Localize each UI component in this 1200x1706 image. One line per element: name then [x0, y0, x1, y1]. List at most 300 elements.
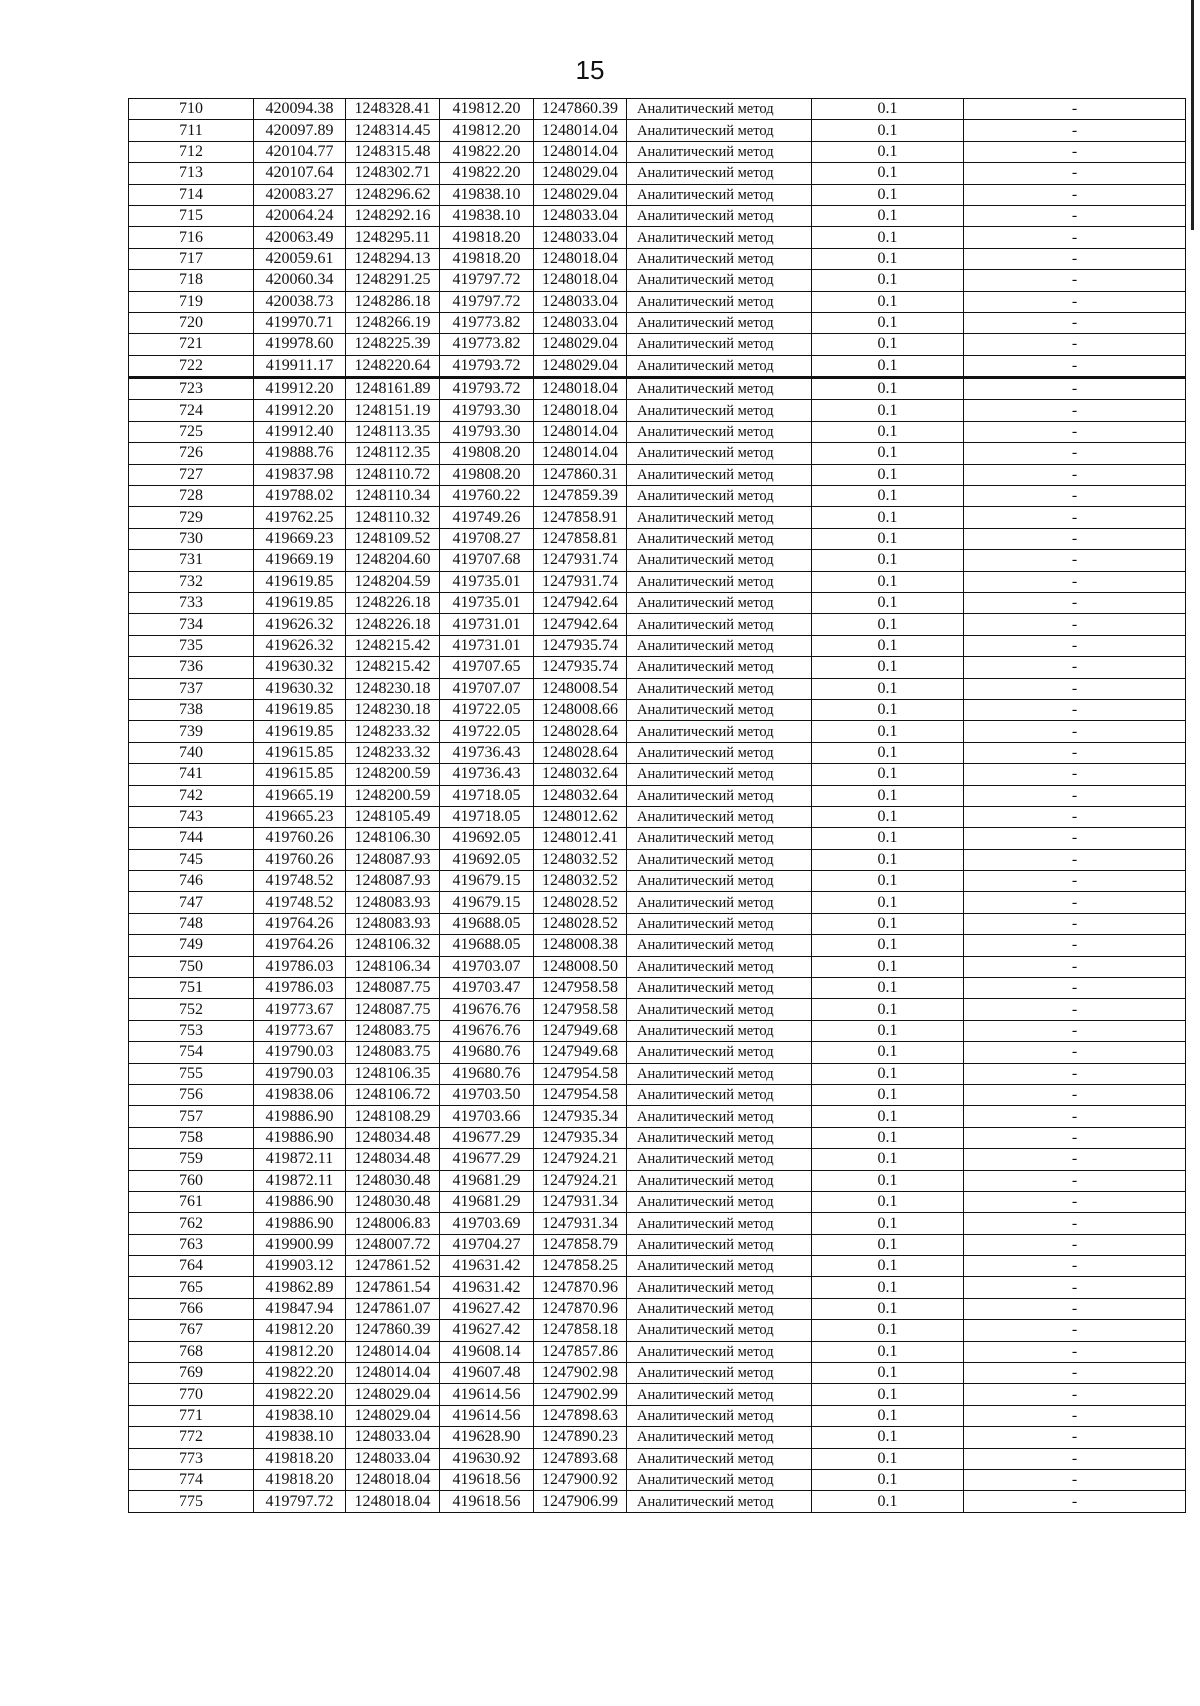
cell-note: - [964, 978, 1186, 999]
cell-x1-coordinate: 420059.61 [254, 248, 346, 269]
cell-accuracy: 0.1 [812, 528, 964, 549]
cell-note: - [964, 614, 1186, 635]
cell-x1-coordinate: 419911.17 [254, 355, 346, 377]
cell-y2-coordinate: 1247858.18 [534, 1320, 627, 1341]
cell-point-number: 734 [129, 614, 254, 635]
cell-note: - [964, 1363, 1186, 1384]
cell-accuracy: 0.1 [812, 828, 964, 849]
cell-y1-coordinate: 1248033.04 [346, 1448, 440, 1469]
cell-x2-coordinate: 419681.29 [440, 1170, 534, 1191]
cell-x1-coordinate: 419812.20 [254, 1341, 346, 1362]
table-row [129, 1084, 1186, 1105]
cell-accuracy: 0.1 [812, 1427, 964, 1448]
cell-note: - [964, 1256, 1186, 1277]
cell-y1-coordinate: 1248007.72 [346, 1234, 440, 1255]
cell-y2-coordinate: 1248014.04 [534, 421, 627, 442]
cell-method: Аналитический метод [627, 742, 812, 763]
table-row [129, 1042, 1186, 1063]
cell-point-number: 727 [129, 464, 254, 485]
cell-y1-coordinate: 1248083.75 [346, 1042, 440, 1063]
cell-accuracy: 0.1 [812, 1127, 964, 1148]
cell-accuracy: 0.1 [812, 1149, 964, 1170]
cell-y1-coordinate: 1248106.30 [346, 828, 440, 849]
cell-x2-coordinate: 419731.01 [440, 614, 534, 635]
cell-y1-coordinate: 1248314.45 [346, 120, 440, 141]
cell-y1-coordinate: 1248226.18 [346, 592, 440, 613]
cell-x1-coordinate: 419837.98 [254, 464, 346, 485]
cell-y2-coordinate: 1248029.04 [534, 355, 627, 377]
cell-y1-coordinate: 1248083.75 [346, 1020, 440, 1041]
cell-y1-coordinate: 1248006.83 [346, 1213, 440, 1234]
table-row [129, 614, 1186, 635]
cell-note: - [964, 871, 1186, 892]
cell-y2-coordinate: 1247870.96 [534, 1277, 627, 1298]
cell-accuracy: 0.1 [812, 141, 964, 162]
cell-x2-coordinate: 419680.76 [440, 1063, 534, 1084]
cell-method: Аналитический метод [627, 1256, 812, 1277]
cell-y1-coordinate: 1248087.93 [346, 849, 440, 870]
table-row [129, 849, 1186, 870]
cell-method: Аналитический метод [627, 657, 812, 678]
cell-point-number: 764 [129, 1256, 254, 1277]
cell-y2-coordinate: 1248014.04 [534, 141, 627, 162]
table-row [129, 141, 1186, 162]
cell-accuracy: 0.1 [812, 227, 964, 248]
cell-method: Аналитический метод [627, 270, 812, 291]
cell-method: Аналитический метод [627, 635, 812, 656]
cell-y1-coordinate: 1248286.18 [346, 291, 440, 312]
cell-y2-coordinate: 1248033.04 [534, 205, 627, 226]
cell-y2-coordinate: 1247890.23 [534, 1427, 627, 1448]
cell-accuracy: 0.1 [812, 1191, 964, 1212]
cell-method: Аналитический метод [627, 486, 812, 507]
cell-note: - [964, 184, 1186, 205]
cell-x1-coordinate: 420097.89 [254, 120, 346, 141]
cell-x2-coordinate: 419692.05 [440, 849, 534, 870]
cell-accuracy: 0.1 [812, 678, 964, 699]
table-row [129, 1149, 1186, 1170]
cell-method: Аналитический метод [627, 528, 812, 549]
cell-point-number: 755 [129, 1063, 254, 1084]
cell-y1-coordinate: 1248106.34 [346, 956, 440, 977]
table-row [129, 956, 1186, 977]
cell-x1-coordinate: 419978.60 [254, 334, 346, 355]
table-row [129, 678, 1186, 699]
cell-point-number: 720 [129, 312, 254, 333]
cell-x1-coordinate: 419912.40 [254, 421, 346, 442]
cell-note: - [964, 764, 1186, 785]
cell-y1-coordinate: 1248113.35 [346, 421, 440, 442]
cell-note: - [964, 1448, 1186, 1469]
table-row [129, 312, 1186, 333]
table-row [129, 550, 1186, 571]
cell-x2-coordinate: 419707.68 [440, 550, 534, 571]
cell-y2-coordinate: 1247954.58 [534, 1063, 627, 1084]
cell-y1-coordinate: 1248233.32 [346, 742, 440, 763]
cell-accuracy: 0.1 [812, 1405, 964, 1426]
cell-x1-coordinate: 419888.76 [254, 443, 346, 464]
cell-note: - [964, 528, 1186, 549]
cell-y1-coordinate: 1248087.75 [346, 978, 440, 999]
cell-method: Аналитический метод [627, 550, 812, 571]
cell-note: - [964, 699, 1186, 720]
cell-accuracy: 0.1 [812, 764, 964, 785]
cell-accuracy: 0.1 [812, 486, 964, 507]
cell-x1-coordinate: 419818.20 [254, 1448, 346, 1469]
table-row [129, 1256, 1186, 1277]
cell-method: Аналитический метод [627, 205, 812, 226]
cell-note: - [964, 935, 1186, 956]
cell-y2-coordinate: 1247958.58 [534, 978, 627, 999]
cell-point-number: 744 [129, 828, 254, 849]
cell-x2-coordinate: 419618.56 [440, 1491, 534, 1512]
cell-method: Аналитический метод [627, 785, 812, 806]
cell-method: Аналитический метод [627, 355, 812, 377]
cell-x1-coordinate: 419903.12 [254, 1256, 346, 1277]
cell-x2-coordinate: 419608.14 [440, 1341, 534, 1362]
cell-point-number: 767 [129, 1320, 254, 1341]
page-number: 15 [575, 55, 605, 85]
cell-point-number: 761 [129, 1191, 254, 1212]
cell-x2-coordinate: 419703.69 [440, 1213, 534, 1234]
table-row [129, 1127, 1186, 1148]
cell-method: Аналитический метод [627, 334, 812, 355]
cell-point-number: 749 [129, 935, 254, 956]
cell-method: Аналитический метод [627, 120, 812, 141]
cell-note: - [964, 849, 1186, 870]
cell-x1-coordinate: 419762.25 [254, 507, 346, 528]
table-row [129, 913, 1186, 934]
cell-y2-coordinate: 1248032.52 [534, 849, 627, 870]
cell-note: - [964, 1234, 1186, 1255]
table-row [129, 355, 1186, 377]
cell-accuracy: 0.1 [812, 571, 964, 592]
cell-note: - [964, 120, 1186, 141]
cell-x1-coordinate: 419886.90 [254, 1127, 346, 1148]
cell-method: Аналитический метод [627, 1063, 812, 1084]
cell-x1-coordinate: 419665.19 [254, 785, 346, 806]
cell-method: Аналитический метод [627, 1191, 812, 1212]
cell-point-number: 772 [129, 1427, 254, 1448]
cell-y2-coordinate: 1247949.68 [534, 1020, 627, 1041]
table-row [129, 1405, 1186, 1426]
cell-y2-coordinate: 1248018.04 [534, 400, 627, 421]
cell-x2-coordinate: 419736.43 [440, 764, 534, 785]
cell-x1-coordinate: 419912.20 [254, 400, 346, 421]
cell-note: - [964, 227, 1186, 248]
cell-y2-coordinate: 1248028.52 [534, 913, 627, 934]
cell-method: Аналитический метод [627, 378, 812, 400]
cell-point-number: 775 [129, 1491, 254, 1512]
cell-y1-coordinate: 1248108.29 [346, 1106, 440, 1127]
cell-x2-coordinate: 419676.76 [440, 1020, 534, 1041]
table-row [129, 871, 1186, 892]
cell-x1-coordinate: 419912.20 [254, 378, 346, 400]
table-row [129, 378, 1186, 400]
cell-y1-coordinate: 1248233.32 [346, 721, 440, 742]
cell-x2-coordinate: 419722.05 [440, 699, 534, 720]
table-row [129, 1277, 1186, 1298]
cell-point-number: 750 [129, 956, 254, 977]
table-row [129, 999, 1186, 1020]
cell-y2-coordinate: 1247898.63 [534, 1405, 627, 1426]
cell-x1-coordinate: 419886.90 [254, 1191, 346, 1212]
cell-point-number: 751 [129, 978, 254, 999]
cell-accuracy: 0.1 [812, 184, 964, 205]
cell-y2-coordinate: 1247942.64 [534, 614, 627, 635]
cell-point-number: 740 [129, 742, 254, 763]
cell-x1-coordinate: 420107.64 [254, 163, 346, 184]
cell-x2-coordinate: 419808.20 [440, 464, 534, 485]
cell-accuracy: 0.1 [812, 312, 964, 333]
table-row [129, 120, 1186, 141]
cell-note: - [964, 355, 1186, 377]
cell-y2-coordinate: 1247935.34 [534, 1127, 627, 1148]
table-row [129, 184, 1186, 205]
table-row [129, 227, 1186, 248]
cell-x1-coordinate: 419669.23 [254, 528, 346, 549]
cell-accuracy: 0.1 [812, 120, 964, 141]
cell-note: - [964, 892, 1186, 913]
table-row [129, 699, 1186, 720]
cell-point-number: 747 [129, 892, 254, 913]
cell-note: - [964, 141, 1186, 162]
cell-accuracy: 0.1 [812, 1298, 964, 1319]
cell-y1-coordinate: 1248110.34 [346, 486, 440, 507]
cell-method: Аналитический метод [627, 1127, 812, 1148]
cell-note: - [964, 1213, 1186, 1234]
cell-method: Аналитический метод [627, 1341, 812, 1362]
cell-method: Аналитический метод [627, 1213, 812, 1234]
cell-y2-coordinate: 1247924.21 [534, 1170, 627, 1191]
cell-accuracy: 0.1 [812, 1341, 964, 1362]
cell-note: - [964, 1470, 1186, 1491]
cell-method: Аналитический метод [627, 699, 812, 720]
cell-method: Аналитический метод [627, 806, 812, 827]
cell-point-number: 721 [129, 334, 254, 355]
cell-note: - [964, 806, 1186, 827]
cell-y2-coordinate: 1248014.04 [534, 120, 627, 141]
cell-x1-coordinate: 420104.77 [254, 141, 346, 162]
cell-y1-coordinate: 1248204.59 [346, 571, 440, 592]
cell-y1-coordinate: 1248018.04 [346, 1491, 440, 1512]
cell-x2-coordinate: 419718.05 [440, 806, 534, 827]
cell-accuracy: 0.1 [812, 1042, 964, 1063]
cell-note: - [964, 1191, 1186, 1212]
cell-x2-coordinate: 419631.42 [440, 1277, 534, 1298]
cell-x2-coordinate: 419614.56 [440, 1384, 534, 1405]
cell-accuracy: 0.1 [812, 291, 964, 312]
cell-y2-coordinate: 1247900.92 [534, 1470, 627, 1491]
table-row [129, 1341, 1186, 1362]
cell-x1-coordinate: 419886.90 [254, 1213, 346, 1234]
cell-note: - [964, 1020, 1186, 1041]
cell-note: - [964, 1298, 1186, 1319]
cell-accuracy: 0.1 [812, 163, 964, 184]
cell-x2-coordinate: 419707.65 [440, 657, 534, 678]
cell-note: - [964, 205, 1186, 226]
cell-note: - [964, 678, 1186, 699]
cell-y2-coordinate: 1247860.31 [534, 464, 627, 485]
cell-y1-coordinate: 1248291.25 [346, 270, 440, 291]
cell-x1-coordinate: 419760.26 [254, 828, 346, 849]
cell-y1-coordinate: 1248105.49 [346, 806, 440, 827]
cell-x1-coordinate: 419760.26 [254, 849, 346, 870]
cell-x1-coordinate: 419764.26 [254, 935, 346, 956]
table-row [129, 1063, 1186, 1084]
cell-x2-coordinate: 419703.50 [440, 1084, 534, 1105]
cell-y2-coordinate: 1247924.21 [534, 1149, 627, 1170]
cell-x1-coordinate: 419615.85 [254, 764, 346, 785]
cell-accuracy: 0.1 [812, 721, 964, 742]
cell-note: - [964, 657, 1186, 678]
cell-x2-coordinate: 419797.72 [440, 270, 534, 291]
cell-point-number: 712 [129, 141, 254, 162]
cell-accuracy: 0.1 [812, 248, 964, 269]
cell-accuracy: 0.1 [812, 1384, 964, 1405]
table-row [129, 1363, 1186, 1384]
cell-x2-coordinate: 419718.05 [440, 785, 534, 806]
cell-x2-coordinate: 419818.20 [440, 227, 534, 248]
cell-x1-coordinate: 420060.34 [254, 270, 346, 291]
cell-x1-coordinate: 419818.20 [254, 1470, 346, 1491]
cell-accuracy: 0.1 [812, 935, 964, 956]
cell-point-number: 760 [129, 1170, 254, 1191]
cell-method: Аналитический метод [627, 592, 812, 613]
cell-point-number: 746 [129, 871, 254, 892]
cell-x1-coordinate: 419797.72 [254, 1491, 346, 1512]
table-row [129, 1020, 1186, 1041]
cell-y1-coordinate: 1248029.04 [346, 1384, 440, 1405]
cell-note: - [964, 592, 1186, 613]
cell-x2-coordinate: 419735.01 [440, 571, 534, 592]
cell-note: - [964, 635, 1186, 656]
cell-x2-coordinate: 419703.66 [440, 1106, 534, 1127]
cell-note: - [964, 1405, 1186, 1426]
cell-point-number: 770 [129, 1384, 254, 1405]
cell-point-number: 718 [129, 270, 254, 291]
cell-point-number: 714 [129, 184, 254, 205]
cell-x2-coordinate: 419704.27 [440, 1234, 534, 1255]
cell-x1-coordinate: 419630.32 [254, 678, 346, 699]
cell-point-number: 748 [129, 913, 254, 934]
cell-y1-coordinate: 1248200.59 [346, 764, 440, 785]
table-row [129, 935, 1186, 956]
cell-y2-coordinate: 1248028.64 [534, 742, 627, 763]
cell-point-number: 757 [129, 1106, 254, 1127]
cell-x2-coordinate: 419736.43 [440, 742, 534, 763]
cell-note: - [964, 721, 1186, 742]
cell-y2-coordinate: 1247954.58 [534, 1084, 627, 1105]
cell-y2-coordinate: 1247906.99 [534, 1491, 627, 1512]
cell-note: - [964, 913, 1186, 934]
cell-note: - [964, 507, 1186, 528]
cell-note: - [964, 1106, 1186, 1127]
cell-point-number: 711 [129, 120, 254, 141]
cell-point-number: 715 [129, 205, 254, 226]
cell-point-number: 728 [129, 486, 254, 507]
cell-y2-coordinate: 1248032.64 [534, 764, 627, 785]
cell-method: Аналитический метод [627, 571, 812, 592]
cell-x2-coordinate: 419627.42 [440, 1320, 534, 1341]
cell-y1-coordinate: 1248230.18 [346, 678, 440, 699]
cell-x2-coordinate: 419818.20 [440, 248, 534, 269]
cell-accuracy: 0.1 [812, 913, 964, 934]
cell-x1-coordinate: 419838.10 [254, 1427, 346, 1448]
table-row [129, 1320, 1186, 1341]
cell-x2-coordinate: 419677.29 [440, 1127, 534, 1148]
cell-accuracy: 0.1 [812, 464, 964, 485]
cell-note: - [964, 400, 1186, 421]
cell-method: Аналитический метод [627, 99, 812, 120]
cell-y2-coordinate: 1248028.52 [534, 892, 627, 913]
cell-accuracy: 0.1 [812, 614, 964, 635]
cell-note: - [964, 1042, 1186, 1063]
table-row [129, 1384, 1186, 1405]
cell-y2-coordinate: 1247858.25 [534, 1256, 627, 1277]
cell-note: - [964, 1427, 1186, 1448]
cell-note: - [964, 1341, 1186, 1362]
cell-accuracy: 0.1 [812, 1491, 964, 1512]
cell-y2-coordinate: 1247935.74 [534, 657, 627, 678]
cell-method: Аналитический метод [627, 1470, 812, 1491]
table-row [129, 400, 1186, 421]
cell-note: - [964, 378, 1186, 400]
cell-method: Аналитический метод [627, 935, 812, 956]
cell-x2-coordinate: 419688.05 [440, 913, 534, 934]
cell-accuracy: 0.1 [812, 1320, 964, 1341]
cell-x1-coordinate: 419619.85 [254, 699, 346, 720]
cell-accuracy: 0.1 [812, 355, 964, 377]
cell-method: Аналитический метод [627, 1405, 812, 1426]
table-row [129, 764, 1186, 785]
cell-method: Аналитический метод [627, 1170, 812, 1191]
cell-method: Аналитический метод [627, 421, 812, 442]
cell-point-number: 773 [129, 1448, 254, 1469]
cell-method: Аналитический метод [627, 1042, 812, 1063]
cell-x1-coordinate: 419748.52 [254, 871, 346, 892]
cell-y1-coordinate: 1248034.48 [346, 1149, 440, 1170]
cell-accuracy: 0.1 [812, 635, 964, 656]
table-row [129, 443, 1186, 464]
cell-method: Аналитический метод [627, 400, 812, 421]
table-row [129, 828, 1186, 849]
cell-x1-coordinate: 419619.85 [254, 592, 346, 613]
table-row [129, 657, 1186, 678]
table-row [129, 334, 1186, 355]
cell-note: - [964, 1277, 1186, 1298]
cell-x1-coordinate: 419619.85 [254, 571, 346, 592]
table-row [129, 1298, 1186, 1319]
cell-point-number: 762 [129, 1213, 254, 1234]
cell-x2-coordinate: 419676.76 [440, 999, 534, 1020]
cell-y2-coordinate: 1248018.04 [534, 248, 627, 269]
cell-method: Аналитический метод [627, 184, 812, 205]
table-row [129, 635, 1186, 656]
cell-point-number: 732 [129, 571, 254, 592]
table-row [129, 721, 1186, 742]
cell-y2-coordinate: 1247860.39 [534, 99, 627, 120]
cell-x2-coordinate: 419812.20 [440, 99, 534, 120]
cell-y1-coordinate: 1248215.42 [346, 657, 440, 678]
cell-point-number: 723 [129, 378, 254, 400]
cell-point-number: 741 [129, 764, 254, 785]
cell-accuracy: 0.1 [812, 1234, 964, 1255]
cell-point-number: 722 [129, 355, 254, 377]
cell-point-number: 730 [129, 528, 254, 549]
cell-y1-coordinate: 1248014.04 [346, 1341, 440, 1362]
cell-accuracy: 0.1 [812, 657, 964, 678]
